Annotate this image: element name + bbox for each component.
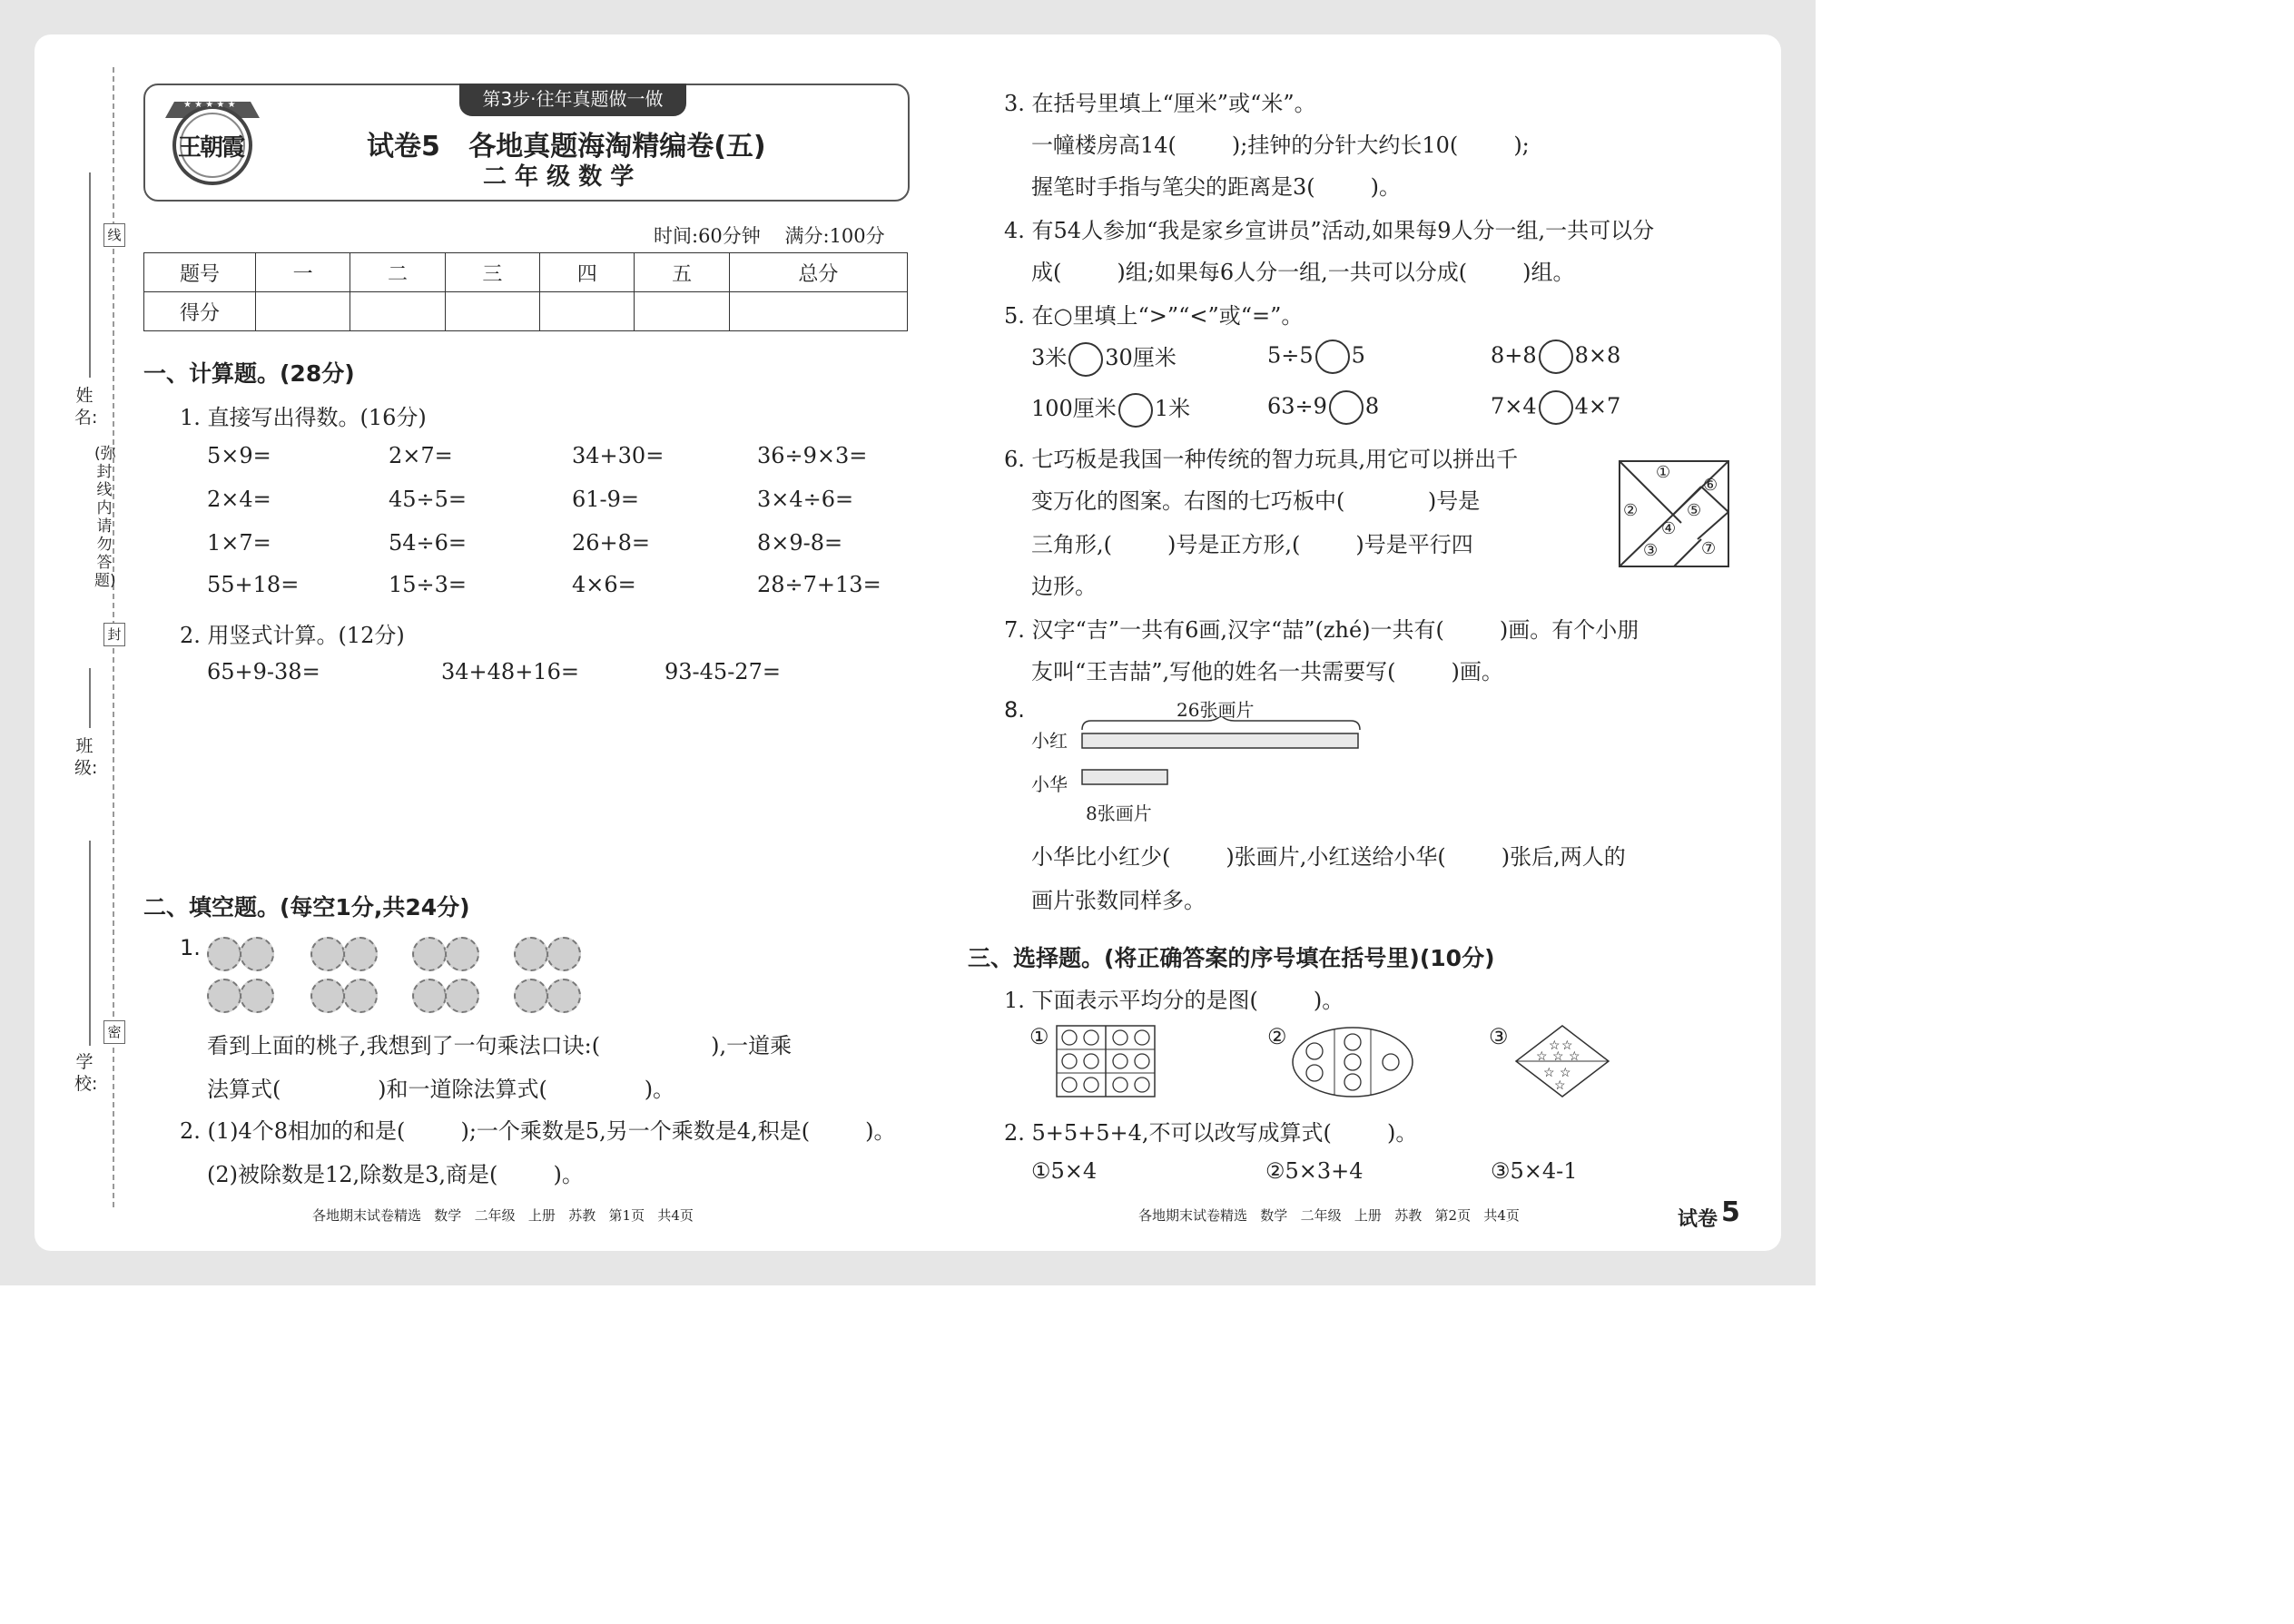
s3-q1-title: 1. 下面表示平均分的是图( )。 [1004, 988, 1344, 1013]
compare-item [1491, 340, 1620, 374]
score-cell: 得分 [144, 292, 256, 331]
tangram-label: ⑥ [1703, 476, 1718, 495]
calc-item: 26+8= [572, 530, 651, 556]
calc-item: 45÷5= [389, 487, 468, 512]
section3-title: 三、选择题。(将正确答案的序号填在括号里)(10分) [968, 945, 1495, 971]
peach-icon [546, 979, 581, 1013]
class-field[interactable] [89, 668, 91, 728]
compare-right: 4×7 [1574, 393, 1621, 419]
tangram-label: ⑤ [1687, 501, 1702, 520]
calc-item: 15÷3= [389, 572, 468, 597]
compare-right: 5 [1351, 342, 1365, 369]
calc-item: 34+30= [572, 443, 665, 468]
figure-ellipse-faces [1289, 1024, 1416, 1100]
compare-left: 5÷5 [1267, 342, 1314, 369]
compare-left: 7×4 [1491, 393, 1537, 419]
name-field[interactable] [89, 172, 91, 378]
calc-item: 54÷6= [389, 530, 468, 556]
vertical-item: 65+9-38= [207, 659, 320, 684]
s2-q8-line2: 画片张数同样多。 [1031, 888, 1206, 913]
score-cell: 总分 [729, 253, 907, 292]
peach-icon [412, 937, 447, 971]
svg-text:☆: ☆ [1554, 1078, 1566, 1093]
calc-item: 36÷9×3= [757, 443, 868, 468]
s2-q6-line4: 边形。 [1031, 574, 1097, 599]
footer-badge-num: 5 [1721, 1196, 1740, 1228]
answer-circle[interactable] [1329, 390, 1364, 425]
svg-text:☆: ☆ [1552, 1049, 1564, 1064]
s3-q2-opt: ②5×3+4 [1265, 1158, 1364, 1184]
s3-q1-opt: ③ [1489, 1024, 1509, 1049]
calc-item: 28÷7+13= [757, 572, 881, 597]
s2-q4-line2: 成( )组;如果每6人分一组,一共可以分成( )组。 [1031, 260, 1575, 285]
step-tab: 第3步·往年真题做一做 [459, 84, 686, 116]
compare-item [1267, 340, 1365, 374]
vertical-item: 34+48+16= [441, 659, 579, 684]
binding-tag-line: 线 [103, 223, 125, 247]
q8-top-label: 26张画片 [1177, 699, 1255, 721]
calc-item: 55+18= [207, 572, 300, 597]
peach-icon [240, 979, 274, 1013]
score-cell: 一 [256, 253, 350, 292]
class-label: 班级: [74, 736, 98, 778]
svg-text:☆: ☆ [1549, 1038, 1561, 1053]
figure-diamond-stars [1512, 1022, 1612, 1100]
score-cell: 题号 [144, 253, 256, 292]
score-input[interactable] [350, 292, 445, 331]
s2-q6-line2: 变万化的图案。右图的七巧板中( )号是 [1031, 488, 1481, 514]
footer-left: 各地期末试卷精选 数学 二年级 上册 苏教 第1页 共4页 [312, 1207, 694, 1224]
logo-text: 王朝霞 [178, 134, 244, 162]
school-label: 学校: [74, 1052, 98, 1094]
peach-icon [310, 979, 345, 1013]
score-input[interactable] [729, 292, 907, 331]
s3-q1-opt: ① [1029, 1024, 1049, 1049]
exam-title: 试卷5 各地真题海淘精编卷(五) [367, 131, 766, 162]
tangram-label: ③ [1643, 541, 1659, 560]
compare-item [1031, 390, 1190, 428]
calc-item: 3×4÷6= [757, 487, 854, 512]
calc-item: 2×4= [207, 487, 271, 512]
s3-q2-opt: ③5×4-1 [1491, 1158, 1578, 1184]
footer-badge-text: 试卷 [1678, 1208, 1718, 1231]
s2-q1-line2: 法算式( )和一道除法算式( )。 [207, 1077, 675, 1102]
s2-q2-line2: (2)被除数是12,除数是3,商是( )。 [207, 1162, 584, 1187]
score-cell: 四 [540, 253, 635, 292]
time-info: 时间:60分钟 满分:100分 [654, 225, 885, 247]
svg-text:☆: ☆ [1561, 1038, 1573, 1053]
svg-text:☆: ☆ [1569, 1049, 1580, 1064]
binding-tag-seal: 封 [103, 623, 125, 646]
compare-right: 8 [1364, 393, 1380, 419]
svg-text:☆: ☆ [1543, 1066, 1555, 1080]
svg-text:★ ★ ★ ★ ★: ★ ★ ★ ★ ★ [183, 100, 236, 110]
section1-title: 一、计算题。(28分) [143, 360, 355, 387]
binding-note: (弥封线内请勿答题) [94, 445, 116, 590]
compare-right: 30厘米 [1105, 345, 1177, 370]
s2-q3-line1: 一幢楼房高14( );挂钟的分针大约长10( ); [1031, 133, 1530, 158]
peach-icon [514, 937, 548, 971]
section2-title: 二、填空题。(每空1分,共24分) [143, 894, 470, 920]
q8-bottom-label: 8张画片 [1086, 802, 1152, 824]
score-table [143, 252, 908, 331]
peach-icon [207, 937, 241, 971]
tangram-label: ⑦ [1701, 539, 1717, 558]
s2-q5-title: 5. 在○里填上“>”“<”或“=”。 [1004, 303, 1304, 329]
peach-icon [343, 979, 378, 1013]
compare-item [1031, 340, 1177, 377]
score-row-points [144, 292, 908, 331]
svg-text:☆: ☆ [1560, 1066, 1571, 1080]
peach-icon [240, 937, 274, 971]
answer-circle[interactable] [1118, 393, 1153, 428]
peach-icon [514, 979, 548, 1013]
compare-left: 3米 [1031, 345, 1068, 370]
s2-q3-line2: 握笔时手指与笔尖的距离是3( )。 [1031, 174, 1402, 200]
score-cell: 三 [445, 253, 539, 292]
s3-q2-title: 2. 5+5+5+4,不可以改写成算式( )。 [1004, 1120, 1418, 1146]
s1-q1-title: 1. 直接写出得数。(16分) [180, 405, 427, 430]
tangram-label: ④ [1661, 519, 1677, 538]
answer-circle[interactable] [1539, 390, 1573, 425]
score-cell: 二 [350, 253, 445, 292]
calc-item: 4×6= [572, 572, 636, 597]
comparison-bar-diagram [1080, 717, 1364, 790]
calc-item: 2×7= [389, 443, 453, 468]
q8-name-xiaohong: 小红 [1031, 730, 1068, 752]
compare-left: 63÷9 [1267, 393, 1327, 419]
compare-right: 8×8 [1574, 342, 1621, 369]
compare-item [1491, 390, 1620, 425]
compare-left: 8+8 [1491, 342, 1537, 369]
peach-icon [207, 979, 241, 1013]
s2-q6-line3: 三角形,( )号是正方形,( )号是平行四 [1031, 532, 1473, 557]
s2-q4-line1: 4. 有54人参加“我是家乡宣讲员”活动,如果每9人分一组,一共可以分 [1004, 218, 1655, 243]
vertical-item: 93-45-27= [665, 659, 781, 684]
score-row-header [144, 253, 908, 292]
s2-q1-line1: 看到上面的桃子,我想到了一句乘法口诀:( ),一道乘 [207, 1033, 793, 1058]
score-input[interactable] [540, 292, 635, 331]
s2-q1-num: 1. [180, 935, 201, 960]
compare-left: 100厘米 [1031, 396, 1117, 421]
tangram-label: ② [1623, 501, 1639, 520]
compare-right: 1米 [1154, 396, 1191, 421]
peach-icon [412, 979, 447, 1013]
s2-q7-line1: 7. 汉字“吉”一共有6画,汉字“喆”(zhé)一共有( )画。有个小朋 [1004, 617, 1639, 643]
answer-circle[interactable] [1068, 342, 1103, 377]
s2-q8-line1: 小华比小红少( )张画片,小红送给小华( )张后,两人的 [1031, 844, 1626, 870]
peach-icon [343, 937, 378, 971]
figure-grid-circles [1055, 1024, 1157, 1098]
school-field[interactable] [89, 841, 91, 1046]
s2-q8-num: 8. [1004, 697, 1025, 723]
peach-icon [546, 937, 581, 971]
score-input[interactable] [635, 292, 729, 331]
peach-icon [445, 937, 479, 971]
q8-name-xiaohua: 小华 [1031, 773, 1068, 795]
calc-item: 5×9= [207, 443, 271, 468]
s1-q2-title: 2. 用竖式计算。(12分) [180, 623, 405, 648]
score-input[interactable] [445, 292, 539, 331]
answer-circle[interactable] [1539, 340, 1573, 374]
binding-tag-secret: 密 [103, 1020, 125, 1044]
svg-text:☆: ☆ [1536, 1049, 1548, 1064]
peach-icon [310, 937, 345, 971]
s3-q1-opt: ② [1267, 1024, 1287, 1049]
name-label: 姓名: [74, 386, 98, 428]
footer-right: 各地期末试卷精选 数学 二年级 上册 苏教 第2页 共4页 [1138, 1207, 1520, 1224]
s2-q6-line1: 6. 七巧板是我国一种传统的智力玩具,用它可以拼出千 [1004, 447, 1519, 472]
score-input[interactable] [256, 292, 350, 331]
compare-item [1267, 390, 1379, 425]
calc-item: 8×9-8= [757, 530, 843, 556]
tangram-label: ① [1656, 463, 1671, 482]
peach-icon [445, 979, 479, 1013]
s3-q2-opt: ①5×4 [1031, 1158, 1098, 1184]
calc-item: 61-9= [572, 487, 640, 512]
score-cell: 五 [635, 253, 729, 292]
s2-q2-line1: 2. (1)4个8相加的和是( );一个乘数是5,另一个乘数是4,积是( )。 [180, 1118, 896, 1144]
s2-q3-title: 3. 在括号里填上“厘米”或“米”。 [1004, 91, 1316, 116]
calc-item: 1×7= [207, 530, 271, 556]
exam-subtitle: 二 年 级 数 学 [483, 163, 635, 191]
answer-circle[interactable] [1315, 340, 1350, 374]
s2-q7-line2: 友叫“王吉喆”,写他的姓名一共需要写( )画。 [1031, 659, 1503, 684]
